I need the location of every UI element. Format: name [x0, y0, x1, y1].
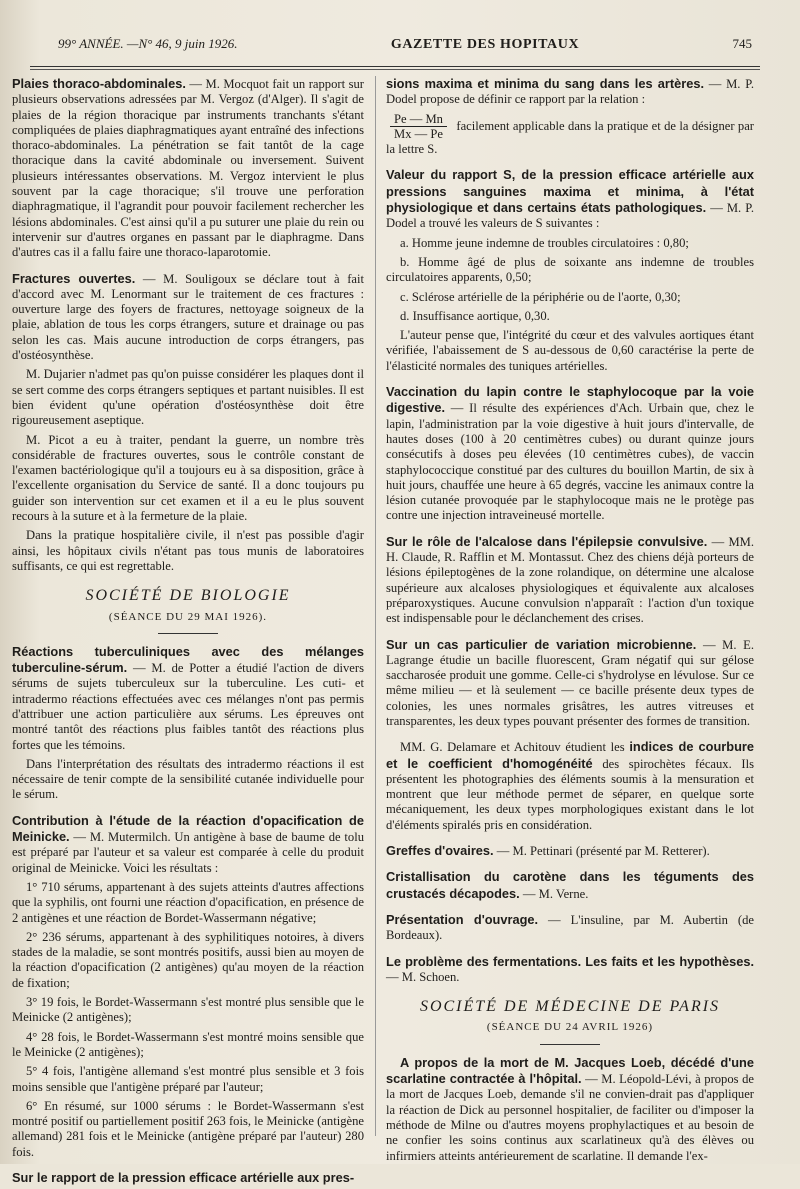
journal-title: GAZETTE DES HOPITAUX: [390, 37, 580, 52]
article-alcalose: [386, 534, 754, 627]
article-title: Contribution à l'étude de la réaction d'opacification de Meinicke.: [12, 812, 364, 845]
article-contribution: [12, 813, 364, 876]
list-item: 6° En résumé, sur 1000 sérums : le Bordet-Wassermann s'est montré positif ou partiellement positif 263 fois, le Meinicke (antigène allemand) 281 fois et le Meinicke (antigène préparé par l'auteur) 280 fois.: [12, 1098, 364, 1159]
article-title: indices de courbure et le coefficient d'homogénéité: [386, 739, 754, 771]
article-probleme: [386, 954, 754, 986]
article-presentation: [386, 912, 754, 944]
article-body: des spirochètes fécaux. Ils présentent les photographies des éléments soumis à la mensuration et montrent que leur méthode permet de séparer, en quelque sorte mécaniquement, les deux types morphologiques existant dans le lot d'éléments spiralés pris en considération.: [386, 756, 754, 832]
values-list: [386, 236, 754, 324]
section-title: SOCIÉTÉ DE MÉDECINE DE PARIS: [419, 998, 721, 1016]
article-title: sions maxima et minima du sang dans les artères.: [386, 76, 704, 91]
list-item: 3° 19 fois, le Bordet-Wassermann s'est montré plus sensible que le Meinicke (2 antigènes);: [12, 995, 364, 1025]
article-title: Présentation d'ouvrage.: [386, 911, 539, 927]
article-valeur: [386, 167, 754, 231]
article-title-continued: Sur le rapport de la pression efficace artérielle aux pres-: [12, 1170, 355, 1185]
results-list: [12, 880, 364, 1160]
article-vaccination: [386, 384, 754, 524]
section-heading-medecine: [386, 999, 754, 1045]
article-intro: MM. G. Delamare et Achitouv étudient les: [400, 740, 630, 755]
paragraph: M. Dujarier n'admet pas qu'on puisse considérer les plaques dont il se sert comme des corps étrangers septiques et partant nuisibles. Il est bien évident qu'une opération d'ostéosynthèse doit être rigoureusement aseptique.: [12, 367, 364, 428]
list-item: 4° 28 fois, le Bordet-Wassermann s'est montré moins sensible que le Meinicke (2 antigènes);: [12, 1029, 364, 1059]
article-body: — Il résulte des expériences d'Ach. Urbain que, chez le lapin, l'administration par la voie digestive à huit jours d'intervalle, de hautes doses (100 à 20 centimètres cubes) ou durant quinze jours consécutifs à doses peu élevées (10 centimètres cubes), de vaccin staphylococcique constitué par des cultures du bouillon Martin, de six à huit jours, chauffée une heure à 65 degrés, vaccine les animaux contre la lésion cutanée provoquée par le staphylocoque mais ne le protège pas contre une injection intraveineusé mortelle.: [386, 401, 754, 523]
header-rule: [30, 66, 760, 67]
article-body: — M. Verne.: [519, 886, 589, 901]
right-column: [386, 76, 754, 1168]
article-body: — M. Léopold-Lévi, à propos de la mort de Jacques Loeb, demande s'il ne convien-drait pas d'appliquer la réaction de Dick au personnel hospitalier, de faciliter ou d'imposer la méthode de Milne ou d'autres moyens prophylactiques et au besoin de ne confier les soins continus aux scarlatineux qu'à des élèves ou infirmiers atteints antérieurement de scarlatine. Il demande l'ex-: [386, 1072, 754, 1163]
article-loeb: [386, 1055, 754, 1164]
article-title: Fractures ouvertes.: [12, 270, 136, 286]
formula-text: facilement applicable dans la pratique et de la désigner par la lettre S.: [386, 118, 754, 157]
article-title: Sur un cas particulier de variation microbienne.: [386, 636, 697, 652]
formula-denominator: Mx — Pe: [394, 126, 443, 141]
article-plaies: [12, 76, 364, 261]
article-fractures: [12, 271, 364, 364]
article-title: Plaies thoraco-abdominales.: [12, 76, 186, 91]
article-body: — M. Mutermilch. Un antigène à base de baume de tolu est préparé par l'auteur et sa valeur est comparée à celle du produit original de Meinicke. Voici les résultats :: [12, 830, 364, 875]
article-rapport: [386, 76, 754, 108]
article-carotene: [386, 869, 754, 902]
article-title: Greffes d'ovaires.: [386, 843, 494, 859]
list-item: b. Homme âgé de plus de soixante ans indemne de troubles circulatoires apparents, 0,50;: [386, 254, 754, 285]
article-title: Valeur du rapport S, de la pression efficace artérielle aux pressions sanguines maxima et minima, à l'état physiologique et dans certains états pathologiques.: [386, 167, 754, 216]
section-rule: [540, 1044, 600, 1045]
section-session: (SÉANCE DU 24 AVRIL 1926): [486, 1021, 654, 1034]
formula-line: [386, 112, 754, 158]
article-greffes: [386, 843, 754, 859]
list-item: 2° 236 sérums, appartenant à des syphilitiques notoires, à divers stades de la maladie, se sont montrés positifs, aussi bien au moyen de la réaction d'opacification (2 antigènes) qu'au moyen de la réaction de fixation;: [12, 929, 364, 990]
article-body: — M. de Potter a étudié l'action de divers sérums de sujets tuberculeux sur la tuberculine. Les cuti- et intradermo réactions effectuées avec ces mélanges n'ont pas permis d'attribuer une action particulière aux sérums. Les épreuves ont montré tantôt des réactions plus faibles tantôt des réactions plus fortes que les témoins.: [12, 661, 364, 752]
article-title: Le problème des fermentations. Les faits et les hypothèses.: [386, 953, 754, 969]
column-divider: [375, 76, 376, 1136]
article-title: Cristallisation du carotène dans les téguments des crustacés décapodes.: [386, 869, 754, 901]
formula-numerator: Pe — Mn: [390, 112, 447, 127]
article-title: Vaccination du lapin contre le staphylocoque par la voie digestive.: [386, 384, 754, 416]
list-item: 5° 4 fois, l'antigène allemand s'est montré plus sensible et 3 fois moins sensible que l'antigène préparé par l'auteur;: [12, 1064, 364, 1094]
list-item: a. Homme jeune indemne de troubles circulatoires : 0,80;: [400, 235, 689, 250]
article-reactions: [12, 644, 364, 753]
article-body: — M. P. Dodel a trouvé les valeurs de S suivantes :: [386, 201, 754, 231]
list-item: d. Insuffisance aortique, 0,30.: [400, 308, 550, 323]
section-heading-biologie: [12, 588, 364, 634]
paragraph: L'auteur pense que, l'intégrité du cœur et des valvules aortiques étant vérifiée, l'abaissement de S au-dessous de 0,60 caractérise la perte de l'élasticité normales des tuniques artérielles.: [386, 328, 754, 373]
article-indices: [386, 739, 754, 833]
list-item: 1° 710 sérums, appartenant à des sujets atteints d'autres affections que la syphilis, ont fourni une réaction d'opacification, en présence de 2 antigènes et une réaction de Bordet-Wassermann négative;: [12, 879, 364, 925]
left-column: [12, 76, 364, 1189]
article-variation: [386, 637, 754, 730]
formula: [390, 112, 447, 143]
article-body: — MM. H. Claude, R. Rafflin et M. Montassut. Chez des chiens déjà porteurs de lésions épileptogènes de la zone rolandique, on détermine une alcalose supérieure aux alcaloses physiologiques et équivalente aux alcaloses préparoxystiques. Aucune convulsion n'apparaît : l'action d'un toxique est indispensable pour le déclanchement des crises.: [386, 534, 755, 626]
paragraph: Dans la pratique hospitalière civile, il n'est pas possible d'agir ainsi, les hôpitaux civils n'étant pas tous munis de laboratoires suffisants, ce qui est regrettable.: [12, 528, 364, 573]
article-title: Réactions tuberculiniques avec des mélanges tuberculine-sérum.: [12, 643, 364, 676]
article-body: — M. Mocquot fait un rapport sur plusieurs observations adressées par M. Vergoz (d'Alger). Il s'agit de plaies de la région thoracique par instruments tranchants s'étant compliquées de plaies diaphragmatiques ayant entraîné des infections thoraco-abdominales. La pénétration se fait tantôt de la cage thoracique dans la cavité abdominale ou inversement. Suivent plusieurs intéressantes observations. M. Vergoz intervient le plus souvent par la cage thoracique; s'il trouve une perforation diaphragmatique, il l'agrandit pour pouvoir facilement rechercher les lésions abdominales. C'est ainsi qu'il a pu suturer une plaie du rein ou intervenir sur d'autres organes en passant par le diaphragme. Dans d'autres cas il a fallu faire une thoraco-laparotomie.: [12, 77, 364, 260]
article-body: — M. Souligoux se déclare tout à fait d'accord avec M. Lenormant sur le traitement de ces fractures : ouverture large des foyers de fractures, nettoyage soigneux de la plaie, ablation de tous les corps étrangers, suture et drainage ou pas selon les cas. Mais aucune introduction de corps étrangers, pas d'ostéosynthèse.: [12, 271, 364, 363]
section-rule: [158, 633, 218, 634]
page-number: 745: [732, 36, 752, 51]
issue-line: 99° ANNÉE. —N° 46, 9 juin 1926.: [58, 36, 238, 51]
article-body: — M. Pettinari (présenté par M. Retterer).: [493, 844, 710, 859]
article-body: — M. E. Lagrange étudie un bacille fluorescent, Gram négatif qui sur gélose saccharosée produit une gomme. Celle-ci s'hydrolyse en lévulose. Sur ce même milieu — et là seulement — ce bacille présente deux types de colonies, les unes normales grisâtres, les autres vitreuses et transparentes, les deux types pouvant présenter des formes de transition.: [386, 637, 754, 728]
article-body: — M. Schoen.: [386, 969, 460, 984]
list-item: c. Sclérose artérielle de la périphérie ou de l'aorte, 0,30;: [400, 289, 681, 304]
page-header: [58, 36, 752, 58]
article-body: — L'insuline, par M. Aubertin (de Bordeaux).: [386, 912, 754, 943]
paragraph: Dans l'interprétation des résultats des intradermo réactions il est nécessaire de tenir compte de la sensibilité cutanée individuelle pour le sérum.: [12, 756, 364, 802]
article-title: Sur le rôle de l'alcalose dans l'épilepsie convulsive.: [386, 533, 708, 549]
section-session: (SÉANCE DU 29 MAI 1926).: [108, 610, 268, 623]
paragraph: M. Picot a eu à traiter, pendant la guerre, un nombre très considérable de fractures ouvertes, sous le contrôle constant de l'examen bactériologique qu'il a toujours eu à sa disposition, grâce à l'excellente organisation du Service de santé. Il a donc toujours pu guider son intervention sur cet examen et il a eu le plus souvent recours à la suture et à la fermeture de la plaie.: [12, 432, 364, 524]
header-rule-thin: [30, 69, 760, 70]
section-title: SOCIÉTÉ DE BIOLOGIE: [85, 587, 291, 605]
article-body: — M. P. Dodel propose de définir ce rapport par la relation :: [386, 77, 754, 107]
article-title: A propos de la mort de M. Jacques Loeb, décédé d'une scarlatine contractée à l'hôpital.: [386, 1054, 754, 1087]
